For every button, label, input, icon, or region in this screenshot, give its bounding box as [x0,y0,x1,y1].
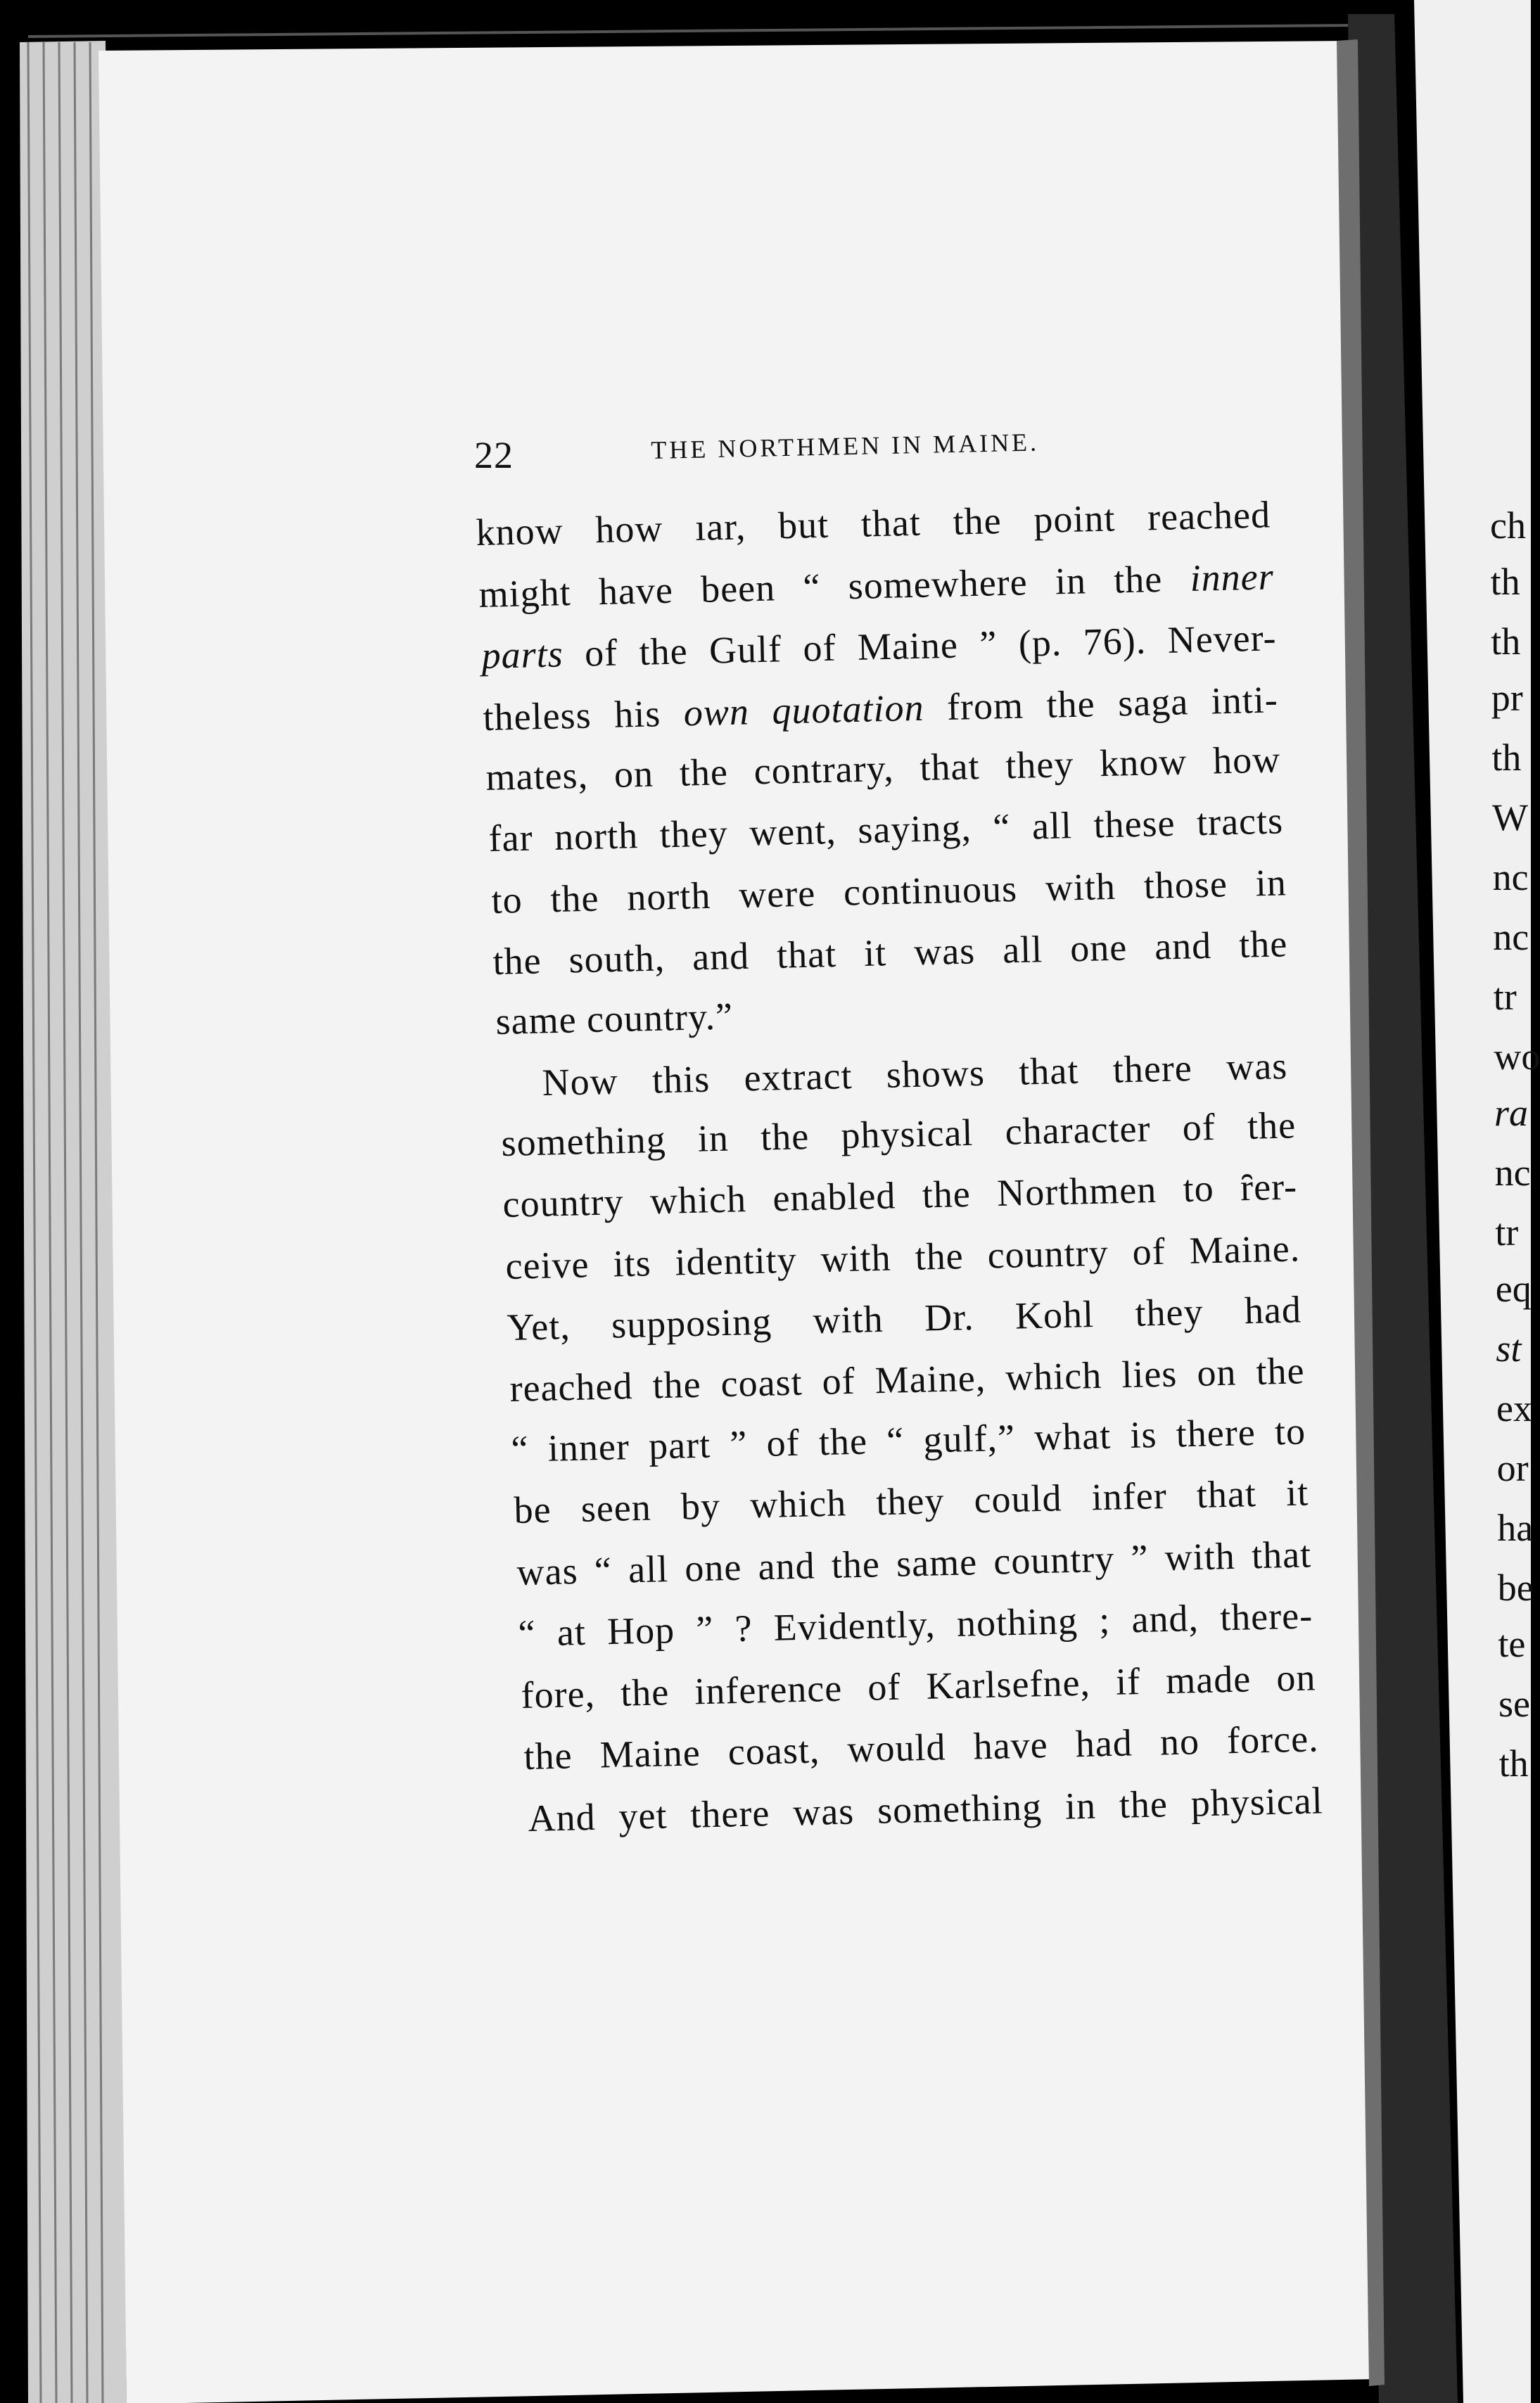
line-text: fore, the inference of Karlsefne, if made on [520,1656,1317,1716]
facing-page-fragment: th [1491,620,1521,663]
line-text: something in the physical character of the [500,1104,1297,1164]
facing-page-fragment: st [1496,1327,1522,1370]
page-number: 22 [474,434,514,476]
line-text: far north they went, saying, “ all these tracts [488,799,1284,860]
facing-page-fragment: th [1490,561,1520,603]
line-text: reached the coast of Maine, which lies on the [509,1349,1306,1410]
facing-page-fragment: or [1496,1447,1529,1489]
facing-page-fragment: nc [1492,856,1529,898]
line-text: of the Gulf of Maine ” (p. 76). Never- [562,616,1278,675]
facing-page-fragment: pr [1491,677,1523,719]
line-text: the south, and that it was all one and the [492,922,1288,983]
body-line [495,995,734,1043]
line-text: country which enabled the Northmen to ȓer- [502,1165,1298,1225]
facing-page-fragment: ex [1496,1387,1532,1429]
line-text: the Maine coast, would have had no force. [523,1717,1320,1778]
line-text: ceive its identity with the country of Maine. [504,1227,1301,1287]
facing-page-fragment: W [1492,796,1528,839]
facing-page-fragment: nc [1494,1152,1531,1194]
facing-page-fragment: ch [1490,504,1526,547]
line-text: to the north were continuous with those in [490,861,1287,922]
italic-text: parts [481,632,564,677]
line-text: Now this extract shows that there was [541,1044,1288,1104]
line-text: from the saga inti- [923,678,1279,729]
facing-page-fragment: ra [1494,1092,1529,1134]
line-text: “ inner part ” of the “ gulf,” what is there to [510,1410,1306,1470]
facing-page-fragment: ha [1497,1507,1534,1549]
left-page [98,41,1375,2403]
line-text: mates, on the contrary, that they know how [485,738,1281,798]
facing-page-fragment: wo [1494,1035,1540,1078]
line-text: Yet, supposing with Dr. Kohl they had [506,1288,1302,1349]
facing-page-fragment: nc [1493,916,1529,958]
line-text: same country.” [495,995,734,1043]
running-title: THE NORTHMEN IN MAINE. [650,428,1040,464]
line-text: know how ıar, but that the point reached [475,493,1271,554]
line-text: “ at Hop ” ? Evidently, nothing ; and, there- [517,1594,1313,1655]
facing-page-fragment: eq [1495,1268,1532,1310]
facing-page-fragment: se [1498,1683,1530,1725]
italic-text: inner [1189,555,1275,600]
line-text: might have been “ somewhere in the [478,557,1191,616]
facing-page-fragment: tr [1495,1211,1519,1254]
facing-page-fragment: be [1497,1567,1534,1609]
facing-page-fragment: th [1491,737,1522,779]
facing-page-fragment: th [1498,1742,1529,1785]
line-text: be seen by which they could infer that it [513,1471,1309,1531]
line-text: And yet there was something in the physical [527,1779,1324,1840]
line-text: was “ all one and the same country ” with that [516,1533,1312,1593]
facing-page-fragment: te [1498,1623,1526,1665]
italic-text: own quotation [683,686,925,734]
line-text: theless his [482,691,685,739]
facing-page-fragment: tr [1493,976,1517,1018]
